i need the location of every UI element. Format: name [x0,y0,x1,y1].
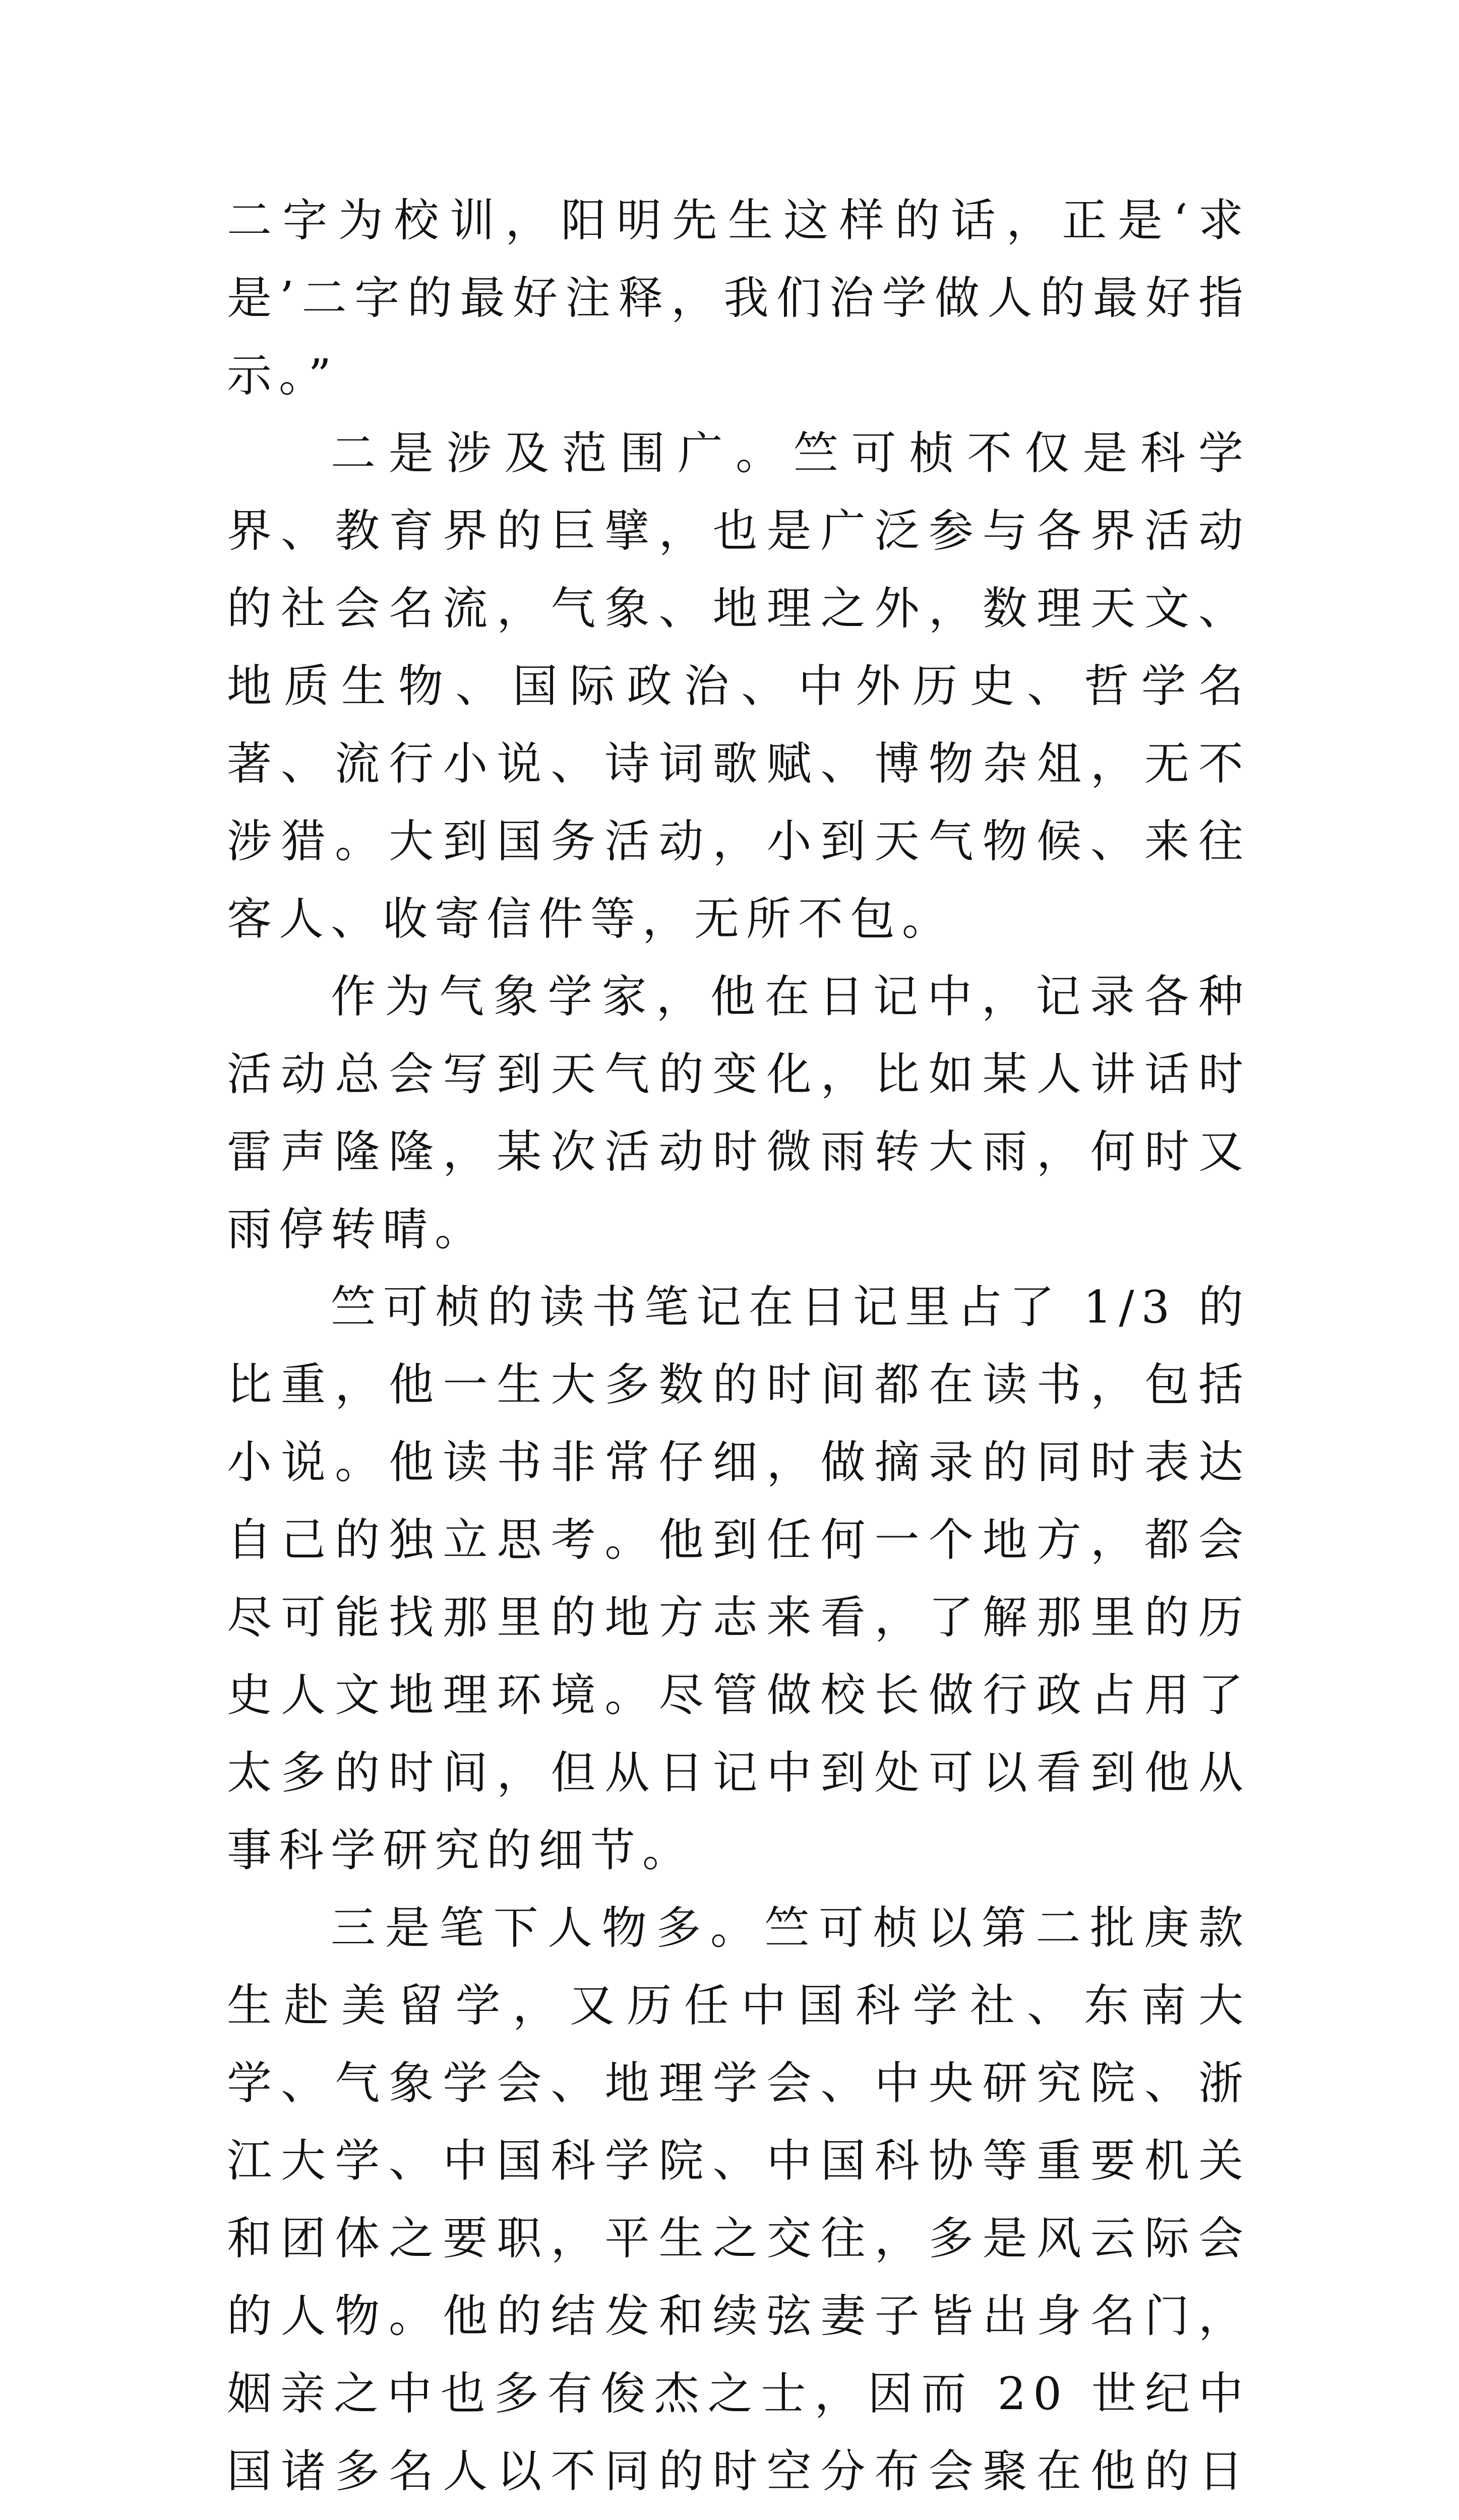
paragraph-reading-notes: 竺可桢的读书笔记在日记里占了 1/3 的比重，他一生大多数的时间都在读书，包括小说。他读书非常仔细，做摘录的同时表达自己的独立思考。他到任何一个地方，都会尽可能找那里的地方志来看，了解那里的历史人文地理环境。尽管做校长做行政占用了太多的时间，但从日记中到处可以看到他从事科学研究的细节。 [227,1281,1250,1876]
document-page [227,181,1250,2520]
paragraph-people: 三是笔下人物多。竺可桢以第二批庚款生赴美留学，又历任中国科学社、东南大学、气象学会、地理学会、中央研究院、浙江大学、中国科学院、中国科协等重要机关和团体之要职，平生之交往，多是风云际会的人物。他的结发和续弦妻子皆出身名门，姻亲之中也多有俊杰之士，因而 20 世纪中国诸多名人以不同的时空分布会聚在他的日 [227,1902,1250,2497]
paragraph-scope: 二是涉及范围广。竺可桢不仅是科学界、教育界的巨擘，也是广泛参与各界活动的社会名流，气象、地理之外，数理天文、地质生物、国际政治、中外历史、哲学名著、流行小说、诗词歌赋、博物杂俎，无不涉猎。大到国务活动，小到天气物候、来往客人、收寄信件等，无所不包。 [227,427,1250,945]
paragraph-weather: 作为气象学家，他在日记中，记录各种活动总会写到天气的变化，比如某人讲话时雷声隆隆，某次活动时微雨转大雨，何时又雨停转晴。 [227,970,1250,1255]
paragraph-continuation-motto: 二字为校训，阳明先生这样的话，正是‘求是’二字的最好注释，我们治学做人的最好指示。” [227,194,1250,402]
